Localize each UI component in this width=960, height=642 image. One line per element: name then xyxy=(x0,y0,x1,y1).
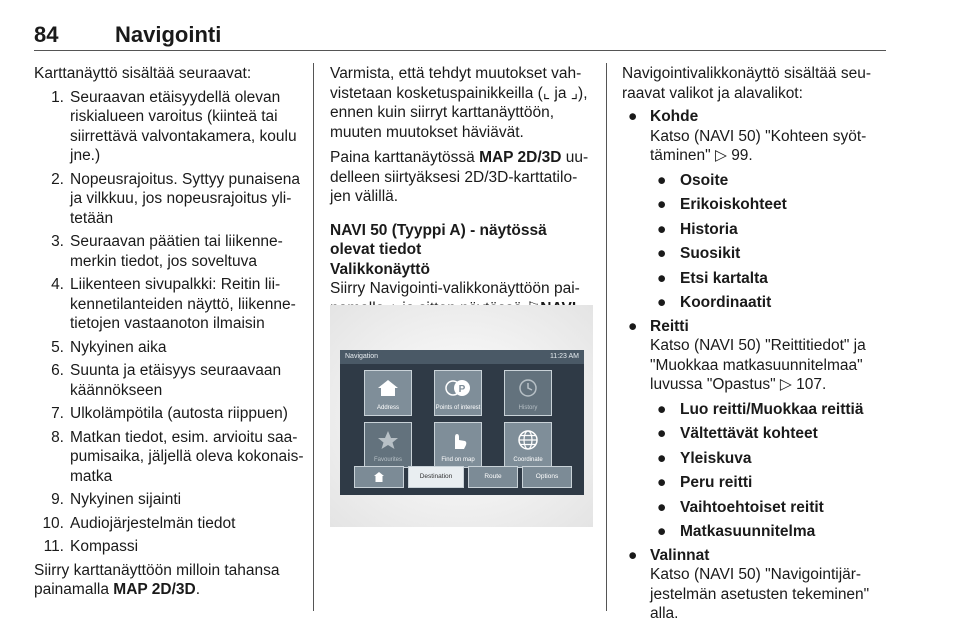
submenu-item xyxy=(622,400,890,420)
submenu-item xyxy=(622,220,890,240)
menu-title: Valinnat xyxy=(650,546,710,564)
nav-screen-title: Navigation xyxy=(345,353,379,360)
tab-route[interactable]: Route xyxy=(468,466,518,488)
list-number: 5. xyxy=(51,338,64,356)
tile-history[interactable] xyxy=(504,370,552,416)
confirm-text-c: ), ennen kuin siirryt karttanäyttöön, muuten muutokset häviävät. xyxy=(330,84,588,141)
reitti-submenu xyxy=(622,400,890,542)
bullet-icon: ● xyxy=(657,449,667,467)
list-text: Matkan tiedot, esim. arvioitu saa- pumisaika, jäljellä oleva kokonais- matka xyxy=(70,428,304,485)
menu-title: Kohde xyxy=(650,108,699,125)
nav-title-bar xyxy=(340,350,584,364)
list-item xyxy=(42,514,304,534)
bullet-icon: ● xyxy=(657,171,667,189)
bullet-icon: ● xyxy=(657,425,667,442)
list-item xyxy=(42,338,304,358)
submenu-item xyxy=(622,424,890,444)
list-text: Kompassi xyxy=(70,538,139,555)
list-item xyxy=(42,232,304,271)
page-ref: 107. xyxy=(796,376,827,393)
submenu-item xyxy=(622,449,890,469)
outro-text: Siirry karttanäyttöön milloin tahansa painamalla xyxy=(34,561,280,598)
nav-clock: 11:23 AM xyxy=(549,353,579,360)
menu-title: Reitti xyxy=(650,317,689,335)
list-text: Ulkolämpötila (autosta riippuen) xyxy=(70,405,288,422)
kohde-desc xyxy=(622,127,890,166)
tile-label: Points of interest xyxy=(435,405,481,411)
tile-points-of-interest[interactable] xyxy=(434,370,482,416)
list-item xyxy=(42,537,304,557)
tile-label: Favourites xyxy=(373,457,402,463)
col1-intro: Karttanäyttö sisältää seuraavat: xyxy=(34,65,252,82)
globe-icon xyxy=(505,429,551,451)
submenu-item xyxy=(622,171,890,191)
submenu-label: Suosikit xyxy=(680,245,741,262)
menu-kohde xyxy=(622,107,890,127)
list-item xyxy=(42,404,304,424)
tile-label: Find on map xyxy=(441,457,475,463)
submenu-label: Luo reitti/Muokkaa reittiä xyxy=(680,400,864,418)
list-item xyxy=(42,428,304,487)
bullet-icon: ● xyxy=(628,108,638,125)
submenu-label: Osoite xyxy=(680,171,729,189)
column-3 xyxy=(622,64,890,624)
confirm-text-a: Varmista, että tehdyt muutokset vah- vistetaan kosketuspainikkeilla ( xyxy=(330,65,582,102)
nav-tab-bar xyxy=(354,466,570,488)
valinnat-desc: Katso (NAVI 50) "Navigointijär- jestelmän asetusten tekeminen" alla. xyxy=(650,566,870,622)
list-item xyxy=(42,275,304,334)
bullet-icon: ● xyxy=(657,220,667,238)
house-icon xyxy=(373,471,385,483)
header-rule xyxy=(34,50,886,51)
star-icon xyxy=(365,429,411,451)
bullet-icon: ● xyxy=(657,294,667,311)
submenu-item xyxy=(622,498,890,518)
submenu-label: Peru reitti xyxy=(680,474,753,491)
submenu-label: Erikoiskohteet xyxy=(680,196,787,213)
menu-text-a: Siirry Navigointi-valikkonäyttöön pai- xyxy=(330,280,580,297)
tile-label: History xyxy=(518,405,538,411)
tile-coordinate[interactable] xyxy=(504,422,552,468)
section-subheading: Valikkonäyttö xyxy=(330,260,430,278)
submenu-label: Vaihtoehtoiset reitit xyxy=(680,498,824,516)
list-item xyxy=(42,361,304,400)
hand-icon xyxy=(435,429,481,451)
tile-find-on-map[interactable] xyxy=(434,422,482,468)
list-text: Audiojärjestelmän tiedot xyxy=(70,514,236,532)
list-text: Seuraavan päätien tai liikenne- merkin tiedot, jos soveltuva xyxy=(70,233,283,270)
toggle-text-b: uu- delleen siirtyäksesi 2D/3D-karttatilo- jen välillä. xyxy=(330,149,589,205)
tab-destination[interactable]: Destination xyxy=(408,466,464,488)
page-ref-icon: ▷ xyxy=(779,376,792,393)
list-item xyxy=(42,170,304,229)
toggle-text-a: Paina karttanäytössä xyxy=(330,149,480,166)
col2-para-toggle xyxy=(330,148,595,207)
page-ref-icon: ▷ xyxy=(714,147,727,164)
tile-label: Coordinate xyxy=(513,457,543,463)
bullet-icon: ● xyxy=(657,245,667,262)
submenu-label: Yleiskuva xyxy=(680,449,752,467)
list-number: 6. xyxy=(51,362,64,379)
bullet-icon: ● xyxy=(628,317,638,335)
bullet-icon: ● xyxy=(657,523,667,540)
numbered-list xyxy=(34,88,304,557)
bullet-icon: ● xyxy=(657,474,667,491)
clock-icon xyxy=(505,377,551,399)
submenu-label: Historia xyxy=(680,220,738,238)
confirm-text-b: ja xyxy=(550,84,571,102)
nav-screen xyxy=(340,350,584,495)
submenu-item xyxy=(622,293,890,313)
menu-valinnat xyxy=(622,546,890,566)
column-2 xyxy=(330,64,595,318)
submenu-label: Koordinaatit xyxy=(680,294,772,311)
list-text: Seuraavan etäisyydellä olevan riskialueen varoitus (kiinteä tai siirrettävä valvontakamera, koulu jne.) xyxy=(70,88,297,164)
confirm-left-icon: ⌞ xyxy=(542,84,551,102)
list-item xyxy=(42,490,304,510)
outro-period: . xyxy=(195,581,200,598)
house-icon xyxy=(365,377,411,399)
submenu-item xyxy=(622,269,890,289)
tile-address[interactable] xyxy=(364,370,412,416)
tile-label: Address xyxy=(376,405,399,411)
column-divider-1 xyxy=(313,63,314,611)
list-text: Liikenteen sivupalkki: Reitin lii- kennetilanteiden näyttö, liikenne- tietojen vastaanoton ilmaisin xyxy=(70,276,296,332)
col3-intro: Navigointivalikkonäyttö sisältää seu- raavat valikot ja alavalikot: xyxy=(622,65,871,102)
submenu-label: Etsi kartalta xyxy=(680,269,768,287)
tab-home[interactable] xyxy=(354,466,404,488)
submenu-item xyxy=(622,195,890,215)
list-number: 3. xyxy=(51,233,64,250)
submenu-label: Vältettävät kohteet xyxy=(680,425,818,442)
kohde-submenu xyxy=(622,171,890,313)
list-text: Nykyinen sijainti xyxy=(70,491,182,508)
reitti-desc xyxy=(622,336,890,395)
confirm-right-icon: ⌟ xyxy=(570,84,579,102)
map-2d3d-key: MAP 2D/3D xyxy=(113,581,196,598)
list-number: 2. xyxy=(51,170,64,188)
bullet-icon: ● xyxy=(657,498,667,516)
bullet-icon: ● xyxy=(657,269,667,287)
bullet-icon: ● xyxy=(657,196,667,213)
map-2d3d-key-2: MAP 2D/3D xyxy=(479,149,562,166)
section-heading: NAVI 50 (Tyyppi A) - näytössä olevat tiedot xyxy=(330,221,547,258)
page-number: 84 xyxy=(34,22,59,47)
submenu-item xyxy=(622,473,890,493)
list-number: 10. xyxy=(42,514,64,532)
bullet-icon: ● xyxy=(628,546,638,564)
list-number: 9. xyxy=(51,491,64,508)
tile-favourites[interactable] xyxy=(364,422,412,468)
submenu-label: Matkasuunnitelma xyxy=(680,523,816,540)
list-number: 1. xyxy=(51,88,64,106)
list-number: 11. xyxy=(43,538,64,555)
menu-reitti xyxy=(622,317,890,337)
submenu-item xyxy=(622,522,890,542)
svg-text:P: P xyxy=(458,384,466,395)
page-ref: 99. xyxy=(731,147,753,164)
col2-para-confirm xyxy=(330,64,595,142)
page-title: Navigointi xyxy=(115,22,222,47)
column-divider-2 xyxy=(606,63,607,611)
desc-text: Katso (NAVI 50) "Kohteen syöt- täminen" xyxy=(650,127,867,164)
submenu-item xyxy=(622,244,890,264)
column-1 xyxy=(34,64,304,600)
col1-outro xyxy=(34,561,304,600)
list-number: 8. xyxy=(51,428,64,446)
list-item xyxy=(42,88,304,166)
bullet-icon: ● xyxy=(657,400,667,418)
poi-icon xyxy=(435,377,481,399)
navigation-screenshot xyxy=(330,305,593,527)
desc-text: Katso (NAVI 50) "Reittitiedot" ja "Muokkaa matkasuunnitelmaa" luvussa "Opastus" xyxy=(650,337,866,393)
tab-options[interactable]: Options xyxy=(522,466,572,488)
list-text: Suunta ja etäisyys seuraavaan käännökseen xyxy=(70,362,282,399)
list-number: 7. xyxy=(51,405,64,422)
list-text: Nykyinen aika xyxy=(70,338,167,356)
list-number: 4. xyxy=(51,276,64,293)
list-text: Nopeusrajoitus. Syttyy punaisena ja vilkkuu, jos nopeusrajoitus yli- tetään xyxy=(70,170,301,227)
